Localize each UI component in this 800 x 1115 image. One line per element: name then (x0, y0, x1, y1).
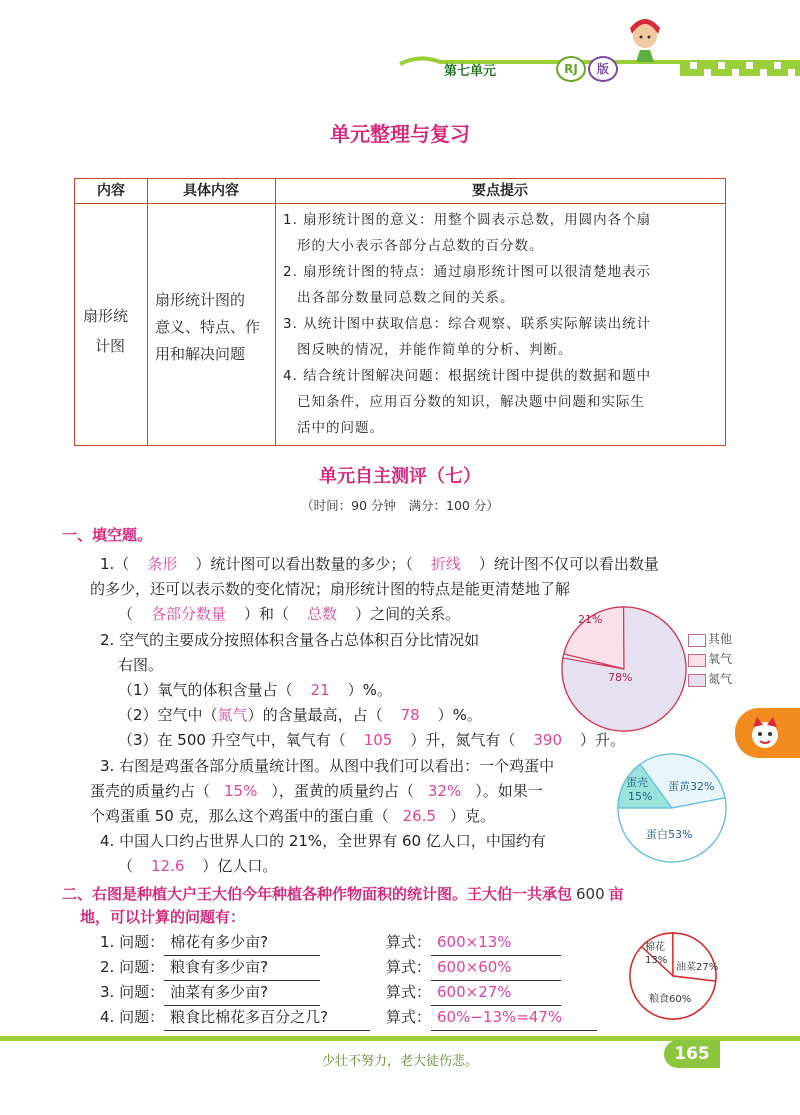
point-line: 已知条件，应用百分数的知识，解决题中问题和实际生 (297, 394, 645, 410)
crop-label-rape: 油菜27% (676, 962, 719, 973)
section-2-heading-line-2: 地，可以计算的问题有： (80, 908, 246, 926)
q2-sub-1: （1）氧气的体积含量占（ 21 ）%。 (118, 681, 392, 699)
egg-label-white: 蛋白53% (646, 828, 693, 841)
problem-question: 棉花有多少亩? (164, 930, 320, 956)
air-label-nitrogen: 78% (608, 671, 633, 684)
section-1-heading: 一、填空题。 (62, 526, 153, 544)
header-decoration (0, 48, 800, 80)
q1-answer-1: 条形 (147, 555, 178, 573)
crop-label-cotton: 棉花 (645, 942, 665, 953)
point-line: 活中的问题。 (297, 420, 384, 436)
topic-cell (83, 301, 128, 361)
point-line: 2. 扇形统计图的特点：通过扇形统计图可以很清楚地表示 (283, 264, 652, 280)
problem-formula-row: 算式： 600×27% (386, 980, 561, 1006)
legend-swatch-oxygen (688, 654, 706, 667)
specific-cell (155, 287, 260, 368)
specific-line: 扇形统计图的 (155, 291, 246, 309)
legend-oxygen: 氧气 (708, 652, 733, 666)
problem-formula: 60%−13%=47% (431, 1005, 597, 1031)
problem-formula-row: 算式： 600×13% (386, 930, 561, 956)
review-table (74, 178, 726, 446)
mascot-tab (735, 708, 800, 758)
point-line: 出各部分数量同总数之间的关系。 (297, 290, 515, 306)
section-2-heading: 二、右图是种植大户王大伯今年种植各种作物面积的统计图。王大伯一共承包 600 亩 (62, 885, 624, 903)
crop-pie-chart (621, 930, 725, 1022)
legend-swatch-other (688, 634, 706, 647)
col-specific-header: 具体内容 (183, 183, 239, 199)
total-area: 600 (576, 885, 605, 903)
legend-swatch-nitrogen (688, 674, 706, 687)
q2-answer-5: 390 (533, 731, 563, 749)
air-pie-chart (558, 603, 690, 735)
point-line: 1. 扇形统计图的意义：用整个圆表示总数，用圆内各个扇 (283, 212, 652, 228)
rj-badge: RJ (556, 56, 586, 82)
test-title: 单元自主测评（七） (319, 466, 481, 487)
q2-answer-1: 21 (310, 681, 330, 699)
problem-formula: 600×60% (431, 955, 561, 981)
q4-line-1: 4. 中国人口约占世界人口的 21%，全世界有 60 亿人口，中国约有 (100, 832, 546, 850)
unit-label: 第七单元 (444, 64, 497, 79)
review-title: 单元整理与复习 (330, 122, 470, 146)
q2-answer-2: 氮气 (217, 706, 248, 724)
problem-question: 粮食有多少亩? (164, 955, 320, 981)
q1-answer-2: 折线 (430, 555, 461, 573)
topic-line: 扇形统 (83, 307, 129, 325)
egg-label-yolk: 蛋黄32% (668, 780, 715, 793)
q2-sub-2: （2）空气中（氮气）的含量最高，占（ 78 ）%。 (118, 706, 482, 724)
point-line: 4. 结合统计图解决问题：根据统计图中提供的数据和题中 (283, 368, 652, 384)
q1-line-2: 的多少，还可以表示数的变化情况；扇形统计图的特点是能更清楚地了解 (90, 580, 571, 598)
specific-line: 用和解决问题 (155, 345, 246, 363)
cartoon-girl-icon (620, 14, 670, 64)
point-line: 3. 从统计图中获取信息：综合观察、联系实际解读出统计 (283, 316, 652, 332)
q3-answer-1: 15% (224, 782, 258, 800)
q3-line-3: 个鸡蛋重 50 克，那么这个鸡蛋中的蛋白重（ 26.5 ）克。 (90, 807, 496, 825)
crop-label-grain: 粮食60% (649, 994, 692, 1005)
q1-answer-3: 各部分数量 (151, 605, 227, 623)
air-label-oxygen: 21% (578, 613, 603, 626)
problem-formula: 600×13% (431, 930, 561, 956)
fox-mascot-icon (745, 713, 785, 753)
q3-answer-2: 32% (427, 782, 462, 800)
q2-line-1: 2. 空气的主要成分按照体积含量各占总体积百分比情况如 (100, 631, 480, 649)
page-number: 165 (664, 1040, 720, 1068)
q1-line-1: 1.（ 条形 ）统计图可以看出数量的多少；（ 折线 ）统计图不仅可以看出数量 (100, 555, 659, 573)
point-line: 形的大小表示各部分占总数的百分数。 (297, 238, 544, 254)
q3-line-2: 蛋壳的质量约占（ 15% ），蛋黄的质量约占（ 32% ）。如果一 (90, 782, 543, 800)
q3-line-1: 3. 右图是鸡蛋各部分质量统计图。从图中我们可以看出：一个鸡蛋中 (100, 757, 555, 775)
problem-row: 2. 问题： 粮食有多少亩? (100, 955, 320, 981)
specific-line: 意义、特点、作 (155, 318, 261, 336)
col-points-header: 要点提示 (472, 183, 528, 199)
edition-badge: 版 (588, 56, 618, 82)
q2-sub-3: （3）在 500 升空气中，氧气有（ 105 ）升，氮气有（ 390 ）升。 (118, 731, 626, 749)
problem-question: 油菜有多少亩? (164, 980, 320, 1006)
problem-row: 1. 问题： 棉花有多少亩? (100, 930, 320, 956)
q1-line-3: （ 各部分数量 ）和（ 总数 ）之间的关系。 (118, 605, 461, 623)
q4-answer-1: 12.6 (151, 857, 185, 875)
problem-row: 3. 问题： 油菜有多少亩? (100, 980, 320, 1006)
egg-label-shell: 蛋壳 (626, 776, 648, 789)
pie-slice-rape (673, 933, 719, 981)
legend-other: 其他 (708, 632, 733, 646)
q2-answer-4: 105 (363, 731, 393, 749)
problem-question: 粮食比棉花多百分之几? (164, 1005, 370, 1031)
footer-motto: 少壮不努力，老大徒伤悲。 (321, 1054, 478, 1069)
problem-formula: 600×27% (431, 980, 561, 1006)
q3-answer-3: 26.5 (402, 807, 437, 825)
col-content-header: 内容 (97, 183, 125, 199)
legend-nitrogen: 氮气 (708, 672, 733, 686)
time-info: （时间：90 分钟 满分：100 分） (301, 498, 499, 513)
egg-pie-chart (616, 752, 728, 864)
point-line: 图反映的情况，并能作简单的分析、判断。 (297, 342, 573, 358)
problem-row: 4. 问题： 粮食比棉花多百分之几? (100, 1005, 370, 1031)
problem-formula-row: 算式： 600×60% (386, 955, 561, 981)
q4-line-2: （ 12.6 ）亿人口。 (118, 857, 278, 875)
crop-label-cotton-pct: 13% (645, 955, 668, 966)
topic-line: 计图 (95, 337, 126, 355)
q1-answer-4: 总数 (307, 605, 338, 623)
egg-label-shell-pct: 15% (628, 790, 653, 803)
q2-line-2: 右图。 (118, 656, 164, 674)
q2-answer-3: 78 (400, 706, 420, 724)
problem-formula-row: 算式： 60%−13%=47% (386, 1005, 597, 1031)
